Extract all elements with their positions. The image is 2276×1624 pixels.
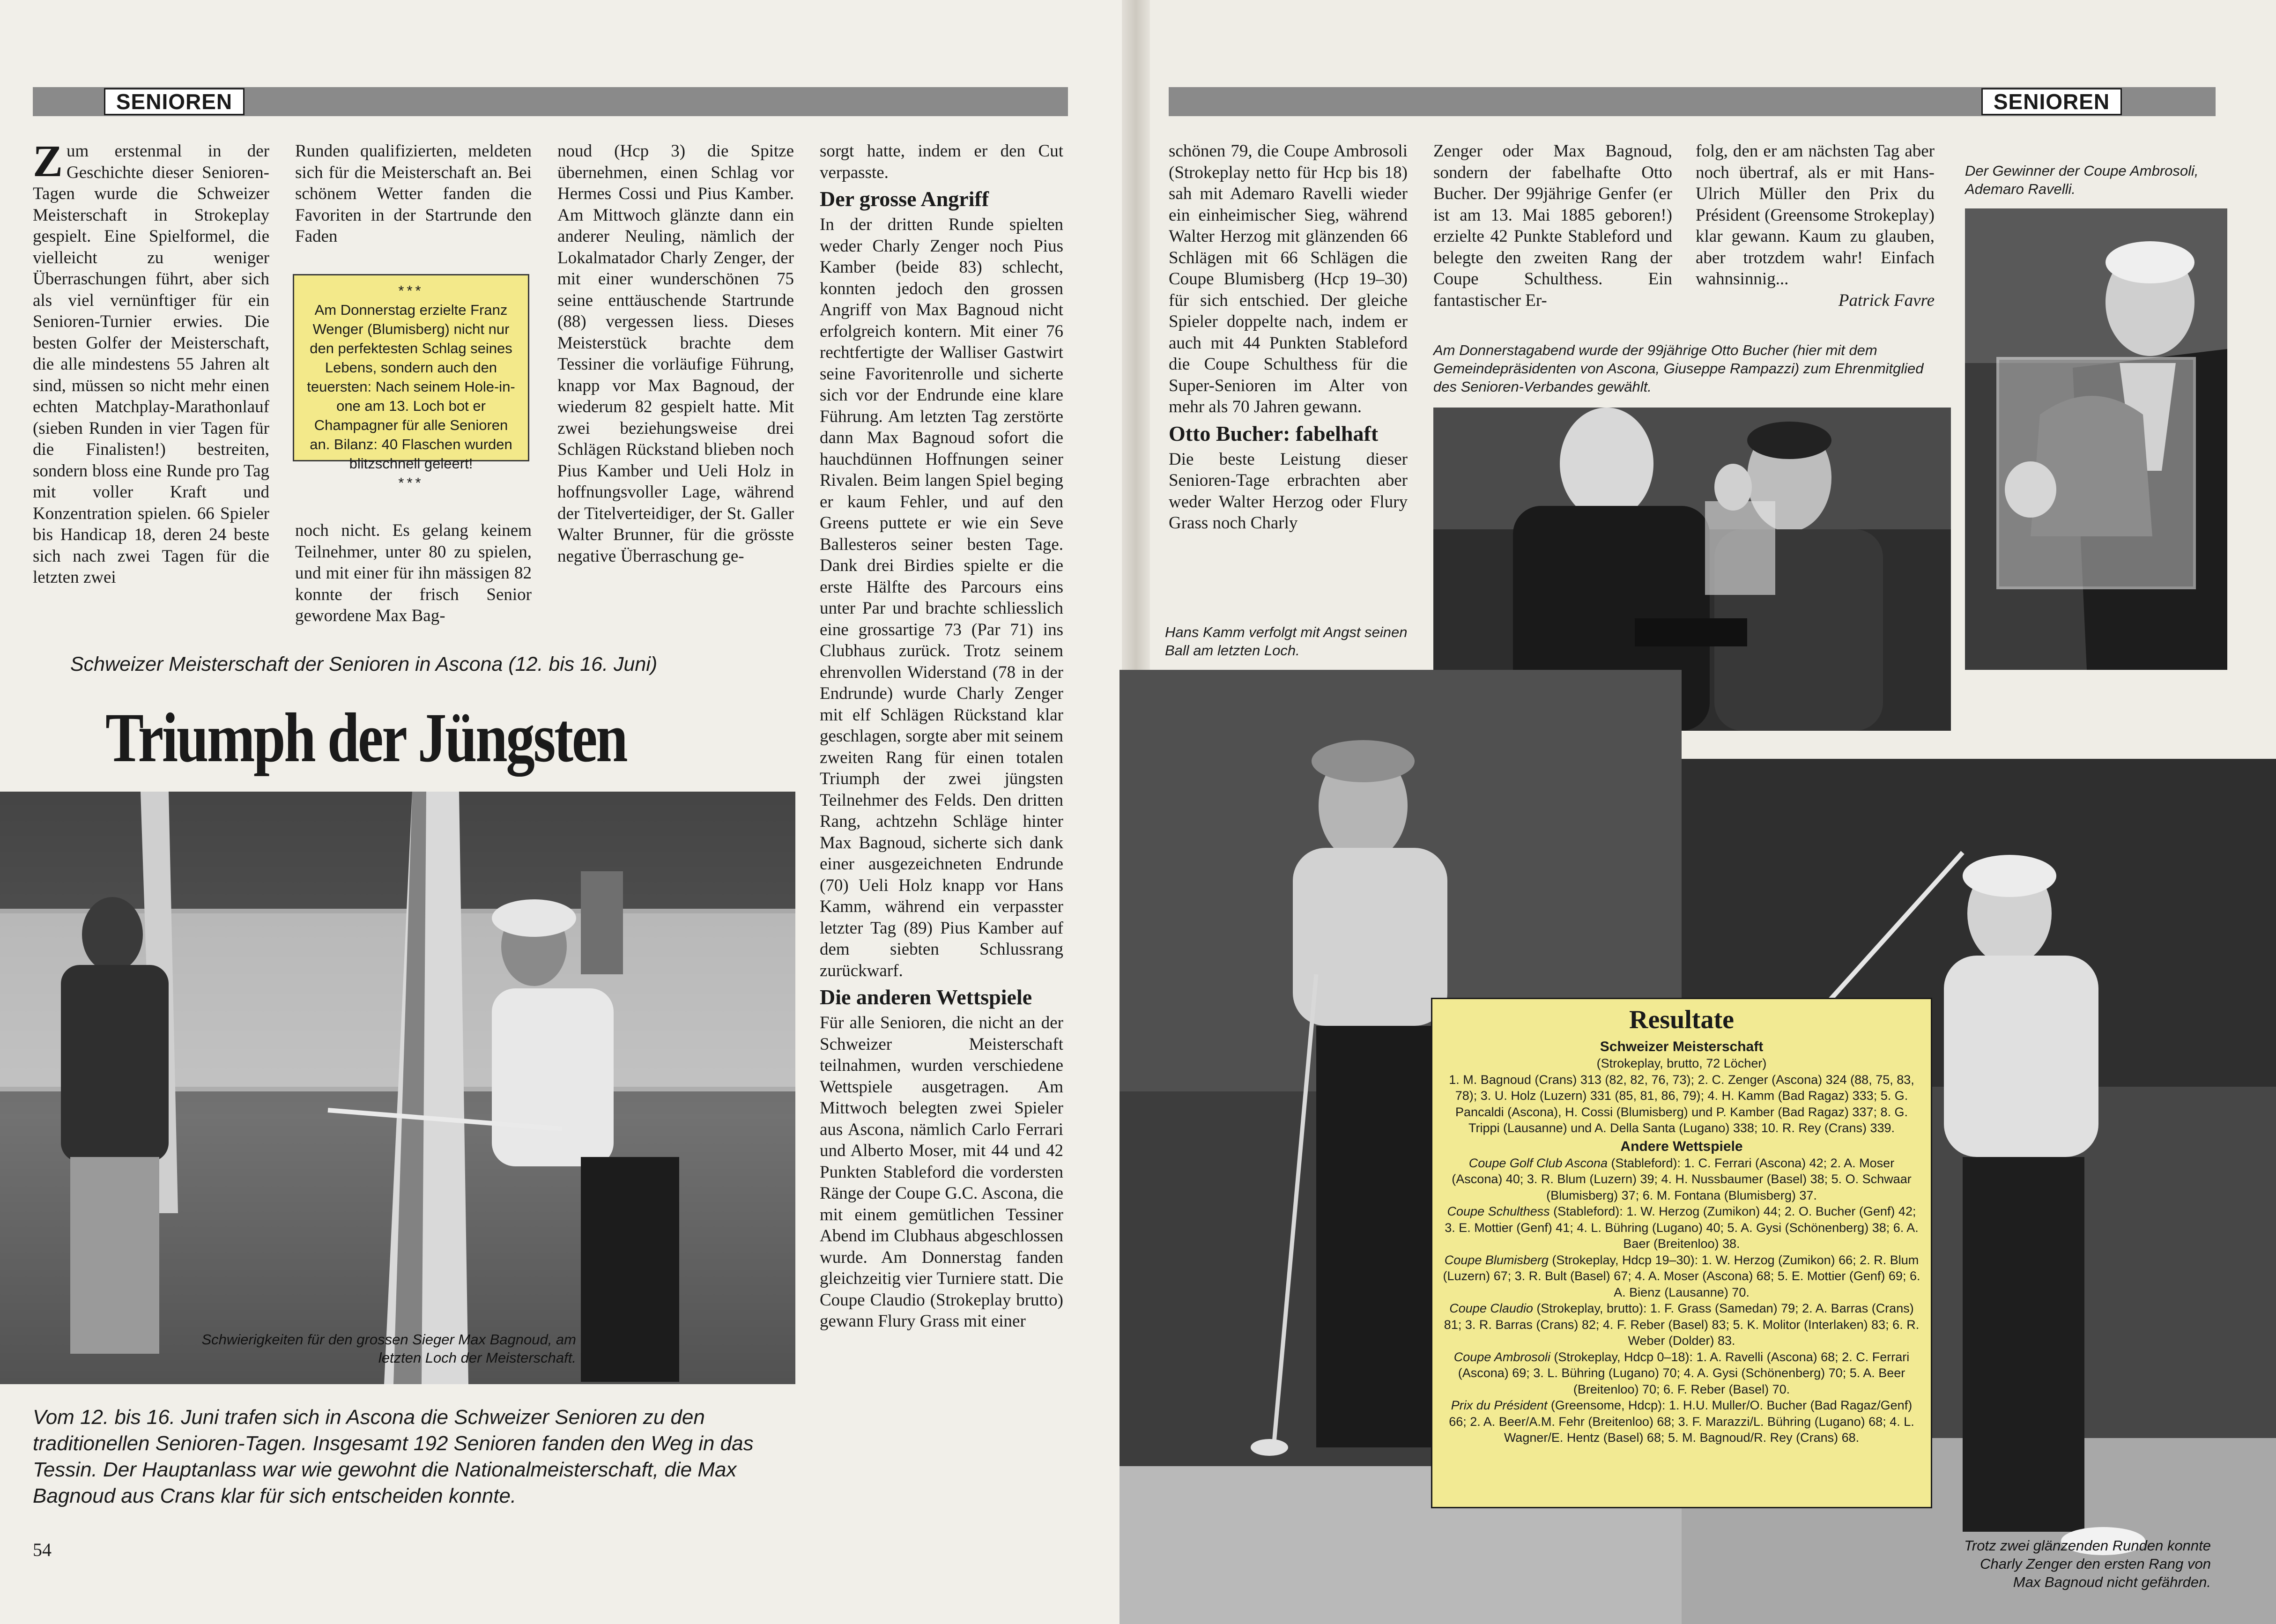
results-item-text: (Strokeplay, Hdcp 19–30): 1. W. Herzog (Zumikon) 66; 2. R. Blum (Luzern) 67; 3. R. Bult (Basel) 67; 4. A. Moser (Ascona) 68; 5. E. Mottier (Genf) 69; 6. A. Bienz (Lausanne) 70. [1443, 1253, 1920, 1299]
subhead-otto-bucher: Otto Bucher: fabelhaft [1169, 421, 1379, 445]
subhead-andere-wettspiele: Die anderen Wettspiele [820, 985, 1032, 1009]
results-meisterschaft-format: (Strokeplay, brutto, 72 Löcher) [1596, 1056, 1767, 1070]
results-items [1443, 1155, 1920, 1446]
drop-cap: Z [33, 136, 63, 186]
results-item-name: Coupe Claudio [1449, 1301, 1533, 1315]
photo-ravelli [1965, 208, 2227, 670]
article-column-1 [33, 136, 269, 588]
column-4-body-2: Für alle Senioren, die nicht an der Schweizer Meisterschaft teilnahmen, wurden verschiedene Wettspiele ausgetragen. Am Mittwoch belegten zwei Spieler aus Ascona, nämlich Carlo Ferrari und Alberto Moser, mit 44 und 42 Punkten Stableford die vordersten Ränge der Coupe G.C. Ascona, die mit einem gemütlichen Tessiner Abend im Clubhaus abgeschlossen wurde. Am Donnerstag fanden gleichzeitig vier Turniere statt. Die Coupe Claudio (Strokeplay brutto) gewann Flury Grass mit einer [820, 1013, 1063, 1331]
section-tag-right: SENIOREN [1981, 88, 2122, 115]
page-number: 54 [33, 1539, 52, 1560]
photo-ravelli-image [1965, 208, 2227, 670]
results-item [1443, 1349, 1920, 1398]
caption-ravelli: Der Gewinner der Coupe Ambrosoli, Ademaro Ravelli. [1965, 163, 2199, 197]
column-2-bottom-text: noch nicht. Es gelang keinem Teilnehmer, unter 80 zu spielen, und mit einer für ihn mässigen 82 konnte der frisch Senior gewordene Max Bag- [295, 521, 532, 625]
right-column-1-body: schönen 79, die Coupe Ambrosoli (Strokeplay netto für Hcp bis 18) sah mit Ademaro Ravelli wieder ein einheimischer Sieg, während Walter Herzog mit glänzenden 66 Schlägen mit 66 Schlägen die Coupe Blumisberg (Hcp 19–30) für sich entschied. Der gleiche Spieler doppelte nach, indem er auch mit 44 Punkten Stableford die Coupe Schulthess für die Super-Senioren im Alter von mehr als 70 Jahren gewann. [1169, 141, 1408, 416]
right-column-1-body-2: Die beste Leistung dieser Senioren-Tage erbrachten aber weder Walter Herzog oder Flury Grass noch Charly [1169, 449, 1408, 533]
results-heading-andere: Andere Wettspiele [1620, 1138, 1743, 1154]
column-4-body-1: In der dritten Runde spielten weder Charly Zenger noch Pius Kamber (beide 83) schlecht, konnten jedoch den grossen Angriff von Max Bagnoud nicht erfolgreich kontern. Mit einer 76 rechtfertigte der Walliser Gastwirt seine Favoritenrolle und sicherte sich vor der Endrunde eine klare Führung. Am letzten Tag zerstörte dann Max Bagnoud sofort die hauchdünnen Hoffnungen seiner Rivalen. Beim langen Spiel beging er kaum Fehler, und auf den Greens puttete er wie ein Seve Ballesteros seiner besten Tage. Dank drei Birdies spielte er die erste Hälfte des Parcours eins unter Par und brachte schliesslich eine grossartige 73 (Par 71) ins Clubhaus zurück. Trotz seinem ehrenvollen Widerstand (78 in der Endrunde) wurde Charly Zenger mit elf Schlägen Rückstand klar geschlagen, sorgte aber mit seinem zweiten Rang für einen totalen Triumph der zwei jüngsten Teilnehmer des Felds. Den dritten Rang, achtzehn Schläge hinter Max Bagnoud, sicherte sich dank einer ausgezeichneten Endrunde (70) Ueli Holz knapp vor Hans Kamm, während ein verpasster letzter Tag (89) Pius Kamber auf dem siebten Schlussrang zurückwarf. [820, 215, 1063, 980]
column-2-top-text: Runden qualifizierten, meldeten sich für die Meisterschaft an. Bei schönem Wetter fanden die Favoriten in der Startrunde den Faden [295, 141, 532, 246]
kicker: Schweizer Meisterschaft der Senioren in Ascona (12. bis 16. Juni) [70, 653, 658, 675]
results-item-text: (Greensome, Hdcp): 1. H.U. Muller/O. Bucher (Bad Ragaz/Genf) 66; 2. A. Beer/A.M. Fehr (Breitenloo) 68; 3. F. Marazzi/L. Bühring (Lugano) 68; 4. L. Wagner/E. Hentz (Basel) 68; 5. M. Bagnoud/R. Rey (Crans) 68. [1449, 1398, 1914, 1445]
right-column-2 [1433, 141, 1672, 311]
results-box [1431, 998, 1932, 1508]
subhead-grosse-angriff: Der grosse Angriff [820, 187, 989, 211]
caption-kamm: Hans Kamm verfolgt mit Angst seinen Ball am letzten Loch. [1165, 624, 1408, 659]
headline: Triumph der Jüngsten [105, 699, 627, 777]
lede: Vom 12. bis 16. Juni trafen sich in Ascona die Schweizer Senioren zu den traditionellen Senioren-Tagen. Insgesamt 192 Senioren fanden den Weg in das Tessin. Der Hauptanlass war wie gewohnt die Nationalmeisterschaft, die Max Bagnoud aus Crans klar für sich entscheiden konnte. [33, 1406, 754, 1507]
article-column-4 [820, 141, 1063, 1332]
section-tag-left: SENIOREN [104, 88, 245, 115]
stars-top: *** [398, 282, 424, 299]
right-column-1 [1169, 141, 1408, 534]
results-title: Resultate [1629, 1005, 1734, 1034]
column-4-intro: sorgt hatte, indem er den Cut verpasste. [820, 141, 1063, 182]
hole-in-one-box [293, 274, 529, 491]
results-item-text: (Strokeplay, Hdcp 0–18): 1. A. Ravelli (Ascona) 68; 2. C. Ferrari (Ascona) 69; 3. L. Bühring (Lugano) 70; 4. A. Gysi (Schönenberg) 70; 5. A. Beer (Breitenloo) 70; 6. F. Reber (Basel) 70. [1458, 1350, 1910, 1396]
results-item-name: Coupe Schulthess [1447, 1204, 1550, 1218]
results-item-text: (Stableford): 1. W. Herzog (Zumikon) 44; 2. O. Bucher (Genf) 42; 3. E. Mottier (Genf) 41; 4. L. Bühring (Lugano) 40; 5. A. Gysi (Schönenberg) 38; 6. A. Baer (Breitenloo) 38. [1445, 1204, 1919, 1251]
stars-bottom: *** [398, 475, 424, 491]
results-item-text: (Stableford): 1. C. Ferrari (Ascona) 42; 2. A. Moser (Ascona) 40; 3. R. Blum (Luzern) 39; 4. H. Nussbaumer (Basel) 38; 5. O. Schwaar (Blumisberg) 37; 6. M. Fontana (Blumisberg) 37. [1452, 1156, 1912, 1202]
caption-zenger: Trotz zwei glänzenden Runden konnte Charly Zenger den ersten Rang von Max Bagnoud nicht gefährden. [1964, 1537, 2211, 1590]
column-3-text: noud (Hcp 3) die Spitze übernehmen, einen Schlag vor Hermes Cossi und Pius Kamber. Am Mittwoch glänzte dann ein anderer Neuling, nämlich der Lokalmatador Charly Zenger, der mit einer wunderschönen 75 seine enttäuschende Startrunde (88) vergessen liess. Dieses Meisterstück brachte dem Tessiner die vorläufige Führung, knapp vor Max Bagnoud, der wiederum 82 gespielt hatte. Mit zwei beziehungsweise drei Schlägen Rückstand blieben noch Pius Kamber und Ueli Holz in hoffnungsvoller Lage, während der Titelverteidiger, der St. Galler Walter Brunner, für die grösste negative Überraschung ge- [557, 141, 794, 566]
results-item-name: Coupe Ambrosoli [1453, 1350, 1550, 1364]
article-column-2-top [295, 141, 532, 247]
results-item-name: Coupe Golf Club Ascona [1468, 1156, 1608, 1170]
right-column-3 [1696, 141, 1935, 311]
results-item [1443, 1252, 1920, 1301]
hole-in-one-text: Am Donnerstag erzielte Franz Wenger (Blumisberg) nicht nur den perfektesten Schlag seines Lebens, sondern auch den teuersten: Nach seinem Hole-in-one am 13. Loch bot er Champagner für alle Senioren an. Bilanz: 40 Flaschen wurden blitzschnell geleert! [307, 302, 515, 472]
caption-bagnoud: Schwierigkeiten für den grossen Sieger Max Bagnoud, am letzten Loch der Meisterschaft. [201, 1331, 576, 1366]
results-item [1443, 1155, 1920, 1204]
article-column-2-bottom [295, 520, 532, 627]
results-meisterschaft-body: 1. M. Bagnoud (Crans) 313 (82, 82, 76, 73); 2. C. Zenger (Ascona) 324 (88, 75, 83, 78); 3. U. Holz (Luzern) 331 (85, 81, 86, 79); 4. H. Kamm (Bad Ragaz) 333; 5. G. Pancaldi (Ascona), H. Cossi (Blumisberg) und P. Kamber (Bad Ragaz) 337; 8. G. Trippi (Lausanne) und A. Della Santa (Lugano) 338; 10. R. Rey (Crans) 339. [1449, 1072, 1914, 1135]
photo-bagnoud [0, 792, 795, 1384]
results-heading-meisterschaft: Schweizer Meisterschaft [1600, 1039, 1764, 1054]
byline: Patrick Favre [1838, 290, 1935, 310]
results-item [1443, 1397, 1920, 1446]
right-column-3-body: folg, den er am nächsten Tag aber noch übertraf, als er mit Hans-Ulrich Müller den Prix du Président (Greensome Strokeplay) klar gewann. Kaum zu glauben, aber trotzdem wahr! Einfach wahnsinnig... [1696, 141, 1935, 289]
results-item-text: (Strokeplay, brutto): 1. F. Grass (Samedan) 79; 2. A. Barras (Crans) 81; 3. R. Barras (Crans) 82; 4. F. Reber (Basel) 83; 5. K. Molitor (Interlaken) 83; 6. R. Weber (Dolder) 83. [1444, 1301, 1920, 1348]
column-1-text: um erstenmal in der Geschichte dieser Senioren-Tagen wurde die Schweizer Meisterschaft in Strokeplay gespielt. Eine Spielformel, die vielleicht zu weniger Überraschungen führt, aber sich als viel vernünftiger für ein Senioren-Turnier erwies. Die besten Golfer der Meisterschaft, die alle mindestens 55 Jahren alt sind, müssen so nicht mehr einen echten Matchplay-Marathonlauf (sieben Runden in vier Tagen für die Finalisten!) bestreiten, sondern bloss eine Runde pro Tag mit voller Kraft und Konzentration spielen. 66 Spieler bis Handicap 18, deren 24 beste sich nach zwei Tagen für die letzten zwei [33, 141, 269, 587]
right-column-2-body: Zenger oder Max Bagnoud, sondern der fabelhafte Otto Bucher. Der 99jährige Genfer (er ist am 13. Mai 1885 geboren!) erzielte 42 Punkte Stableford und belegte den zweiten Rang der Coupe Schulthess. Ein fantastischer Er- [1433, 141, 1672, 310]
photo-bagnoud-image [0, 792, 795, 1384]
results-item [1443, 1203, 1920, 1252]
results-item [1443, 1300, 1920, 1349]
results-item-name: Prix du Président [1451, 1398, 1548, 1412]
caption-bucher: Am Donnerstagabend wurde der 99jährige Otto Bucher (hier mit dem Gemeindepräsidenten von Ascona, Giuseppe Rampazzi) zum Ehrenmitglied des Senioren-Verbandes gewählt. [1433, 342, 1924, 395]
results-item-name: Coupe Blumisberg [1444, 1253, 1549, 1267]
article-column-3 [557, 141, 794, 567]
